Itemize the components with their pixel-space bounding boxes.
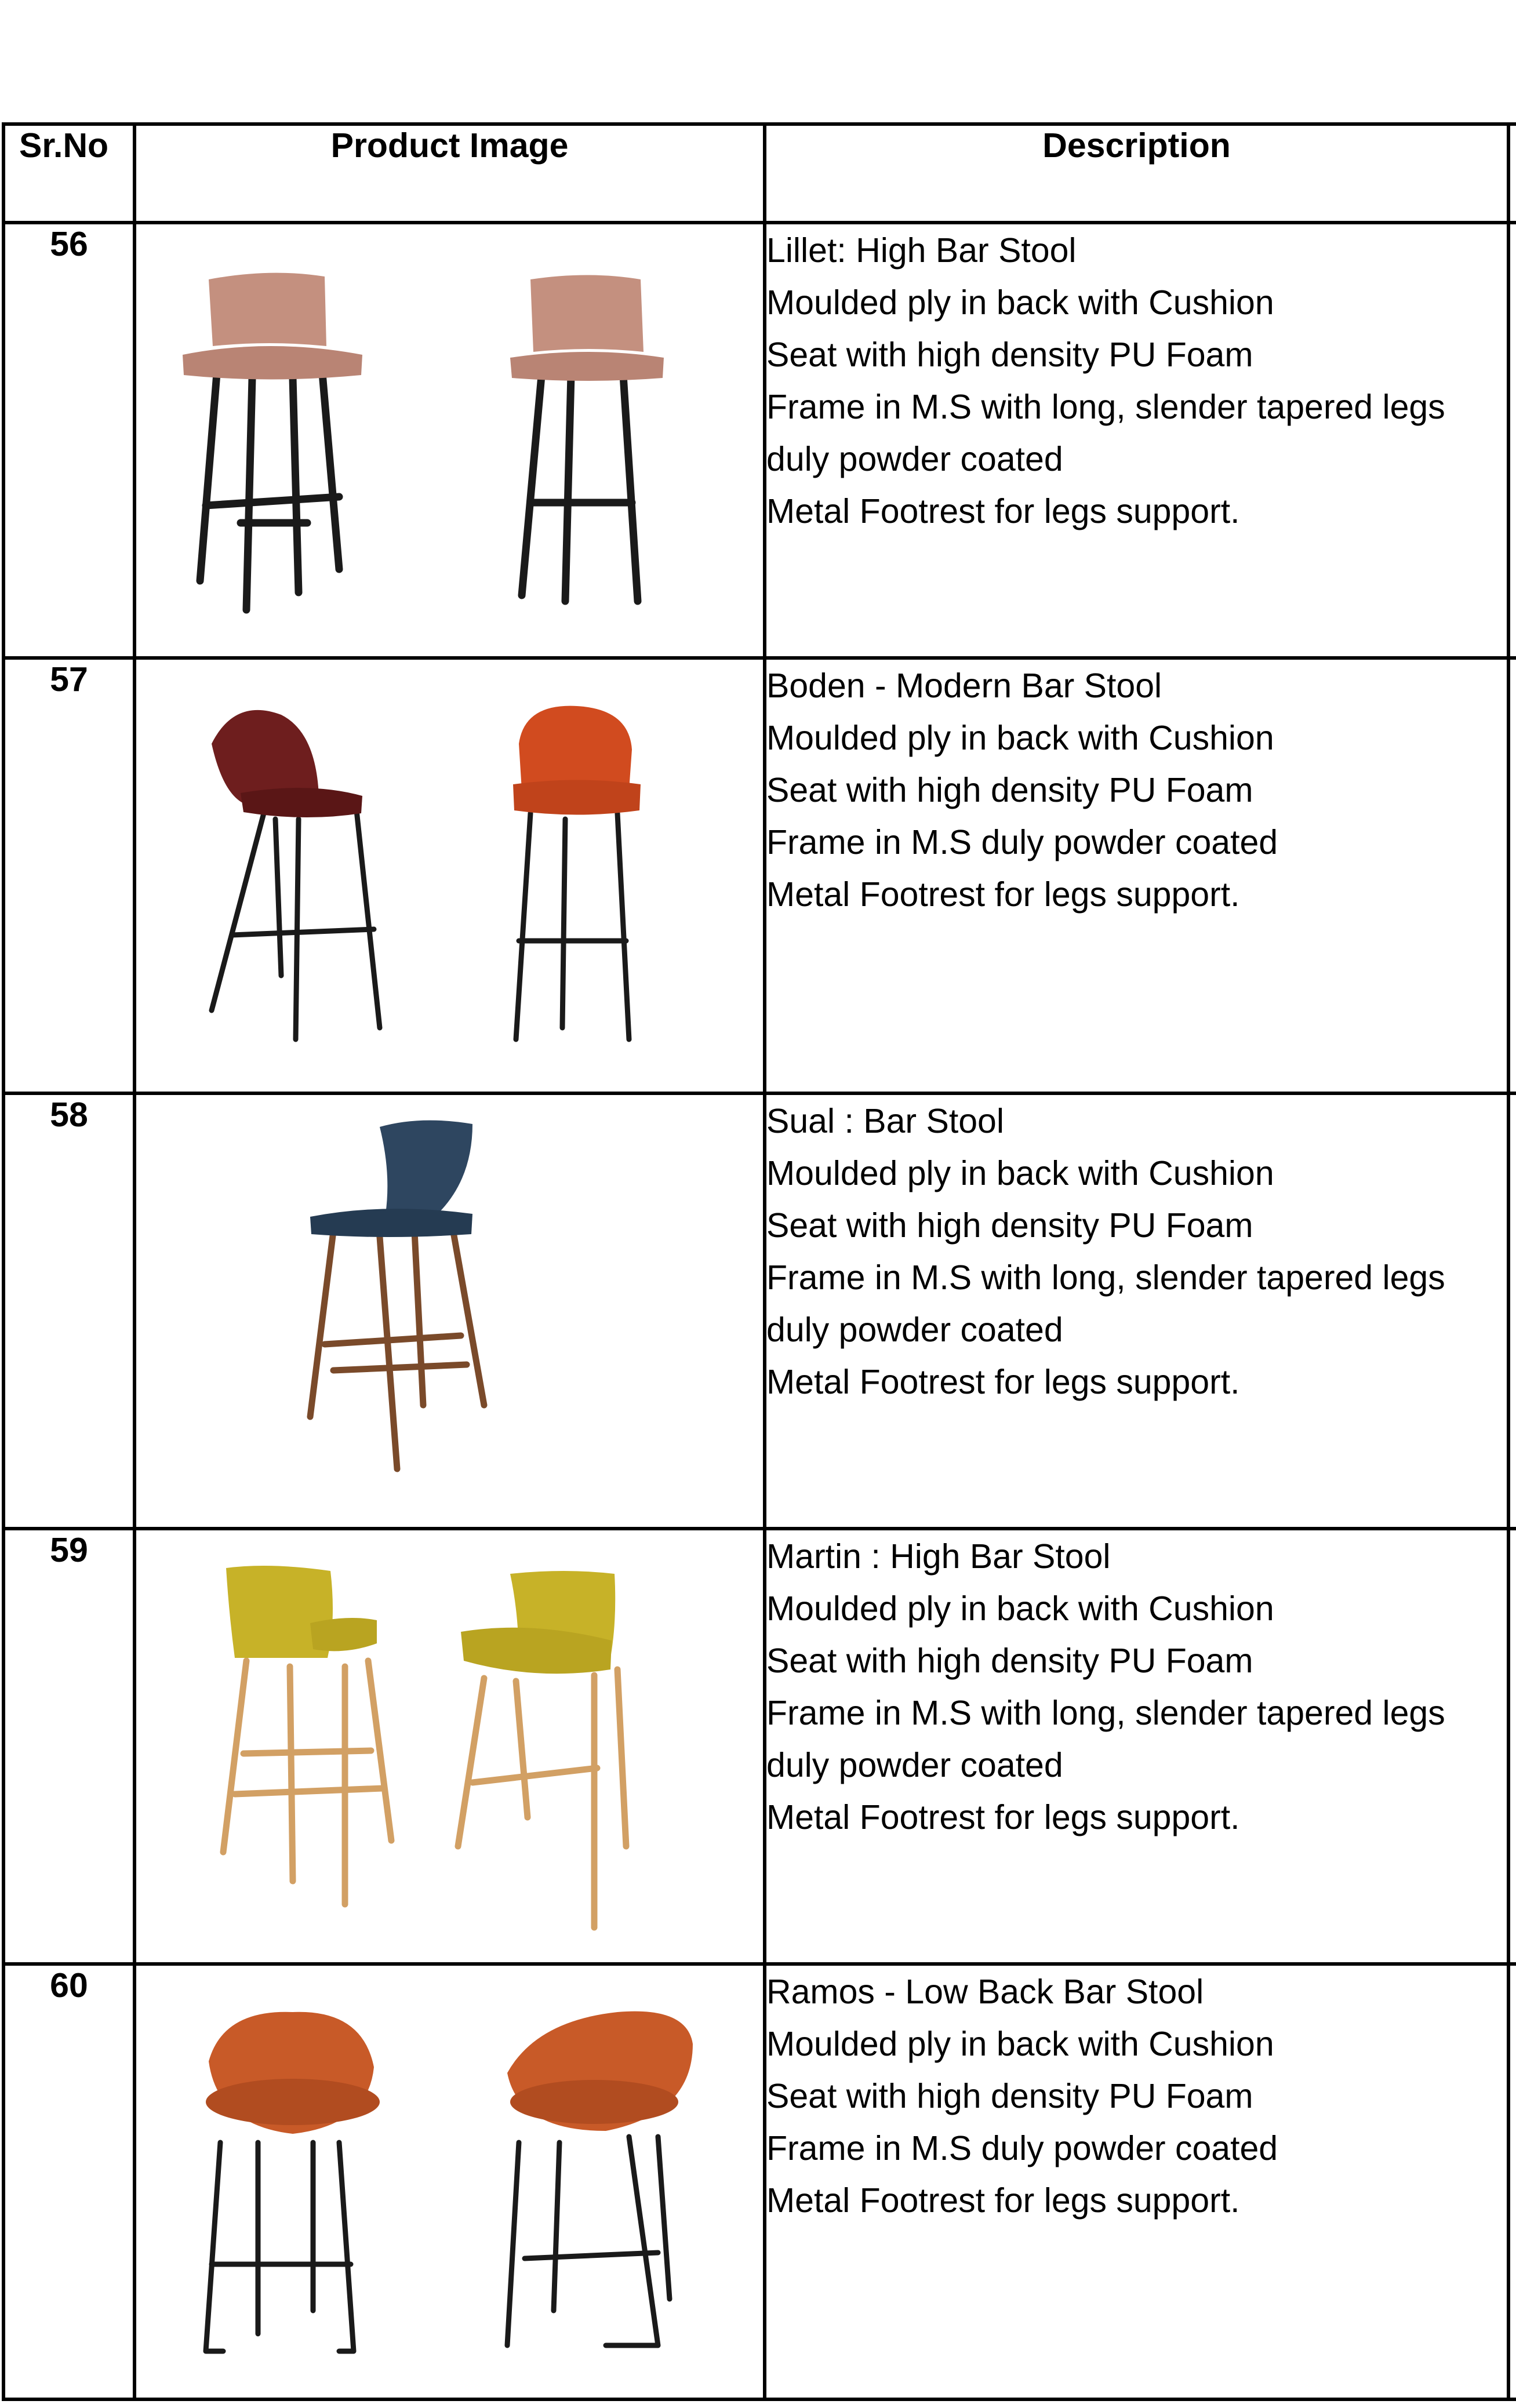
tub-stool-side-icon [501,2009,699,2357]
product-title: Ramos - Low Back Bar Stool [766,1973,1204,2011]
description-line: Seat with high density PU Foam [766,2077,1253,2115]
product-image-cell [134,1093,765,1529]
product-title: Martin : High Bar Stool [766,1537,1111,1576]
description-line: duly powder coated [766,1311,1063,1349]
description-cell [765,658,1508,1093]
description-line: Seat with high density PU Foam [766,1642,1253,1680]
table-row [3,223,1516,658]
description-line: Metal Footrest for legs support. [766,1363,1240,1401]
sr-no-cell: 59 [3,1529,134,1964]
product-table [2,122,1516,2401]
table-row [3,658,1516,1093]
description-cell [765,223,1508,658]
description-line: Frame in M.S with long, slender tapered legs [766,388,1445,426]
extra-cell [1508,1529,1516,1964]
description-line: Moulded ply in back with Cushion [766,283,1274,322]
product-title: Sual : Bar Stool [766,1102,1004,1140]
description-cell [765,1093,1508,1529]
front-view-stool-icon [177,268,368,616]
sr-no-cell: 60 [3,1964,134,2399]
tub-stool-front-icon [194,2009,391,2357]
product-image-cell [134,1529,765,1964]
description-line: Frame in M.S duly powder coated [766,823,1278,861]
description-line: Seat with high density PU Foam [766,771,1253,809]
description-line: Frame in M.S duly powder coated [766,2129,1278,2167]
mustard-stool-front-icon [212,1562,403,1927]
header-extra-column [1508,124,1516,223]
extra-cell [1508,658,1516,1093]
description-line: Seat with high density PU Foam [766,1206,1253,1245]
sr-no-cell: 58 [3,1093,134,1529]
product-image-cell [134,223,765,658]
mustard-stool-side-icon [449,1568,635,1939]
product-title: Lillet: High Bar Stool [766,231,1077,270]
description-line: duly powder coated [766,440,1063,478]
table-header-row [3,124,1516,223]
description-cell [765,1529,1508,1964]
table-row [3,1529,1516,1964]
description-line: duly powder coated [766,1746,1063,1784]
description-line: Moulded ply in back with Cushion [766,1154,1274,1192]
description-line: Seat with high density PU Foam [766,336,1253,374]
navy-stool-icon [299,1115,496,1486]
product-image-cell [134,1964,765,2399]
description-line: Metal Footrest for legs support. [766,1798,1240,1836]
table-row [3,1964,1516,2399]
description-line: Metal Footrest for legs support. [766,2181,1240,2220]
extra-cell [1508,1093,1516,1529]
side-view-stool-icon [507,271,670,613]
header-description: Description [765,124,1508,223]
description-line: Metal Footrest for legs support. [766,492,1240,530]
sr-no-cell: 56 [3,223,134,658]
table-row [3,1093,1516,1529]
header-product-image: Product Image [134,124,765,223]
header-sr-no: Sr.No [3,124,134,223]
orange-stool-icon [501,703,652,1057]
description-line: Frame in M.S with long, slender tapered legs [766,1258,1445,1297]
description-line: Moulded ply in back with Cushion [766,2025,1274,2063]
product-title: Boden - Modern Bar Stool [766,667,1162,705]
description-line: Frame in M.S with long, slender tapered legs [766,1694,1445,1732]
leather-stool-icon [200,703,391,1051]
description-cell [765,1964,1508,2399]
description-line: Metal Footrest for legs support. [766,875,1240,914]
description-line: Moulded ply in back with Cushion [766,719,1274,757]
sr-no-cell: 57 [3,658,134,1093]
product-image-cell [134,658,765,1093]
description-line: Moulded ply in back with Cushion [766,1589,1274,1628]
extra-cell [1508,1964,1516,2399]
extra-cell [1508,223,1516,658]
